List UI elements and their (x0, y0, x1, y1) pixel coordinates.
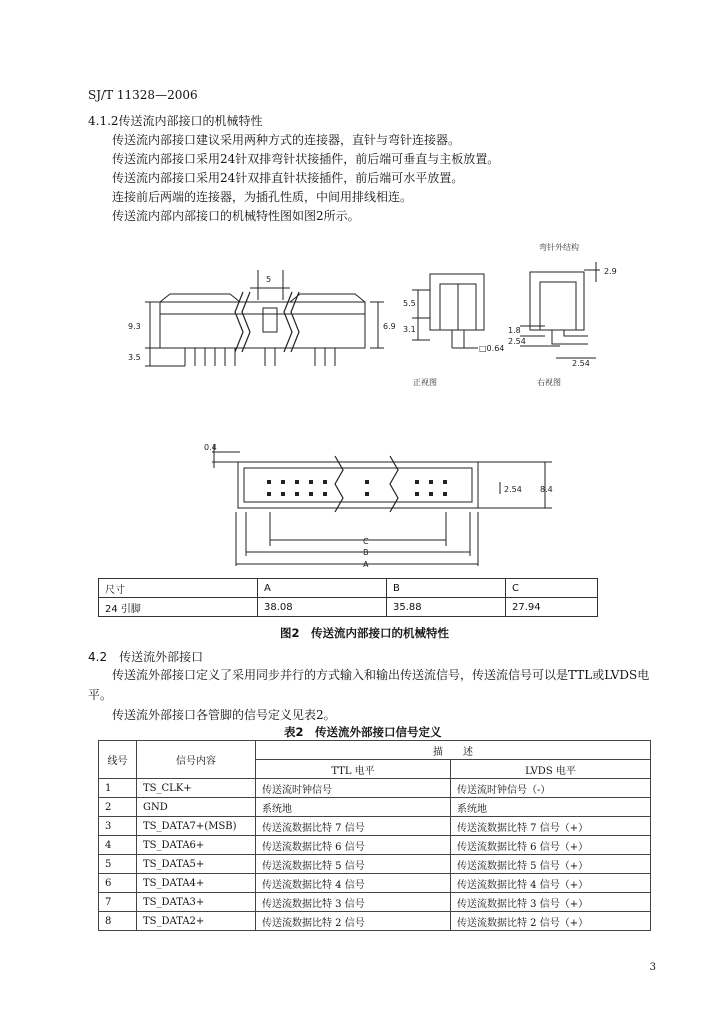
paragraph-line: 传送流内部接口采用24针双排弯针状接插件，前后端可垂直与主板放置。 (112, 152, 500, 166)
table-cell: 传送流数据比特 5 信号 (256, 855, 451, 874)
side-view-label: 右视图 (537, 378, 561, 387)
table-row (99, 855, 651, 874)
dim-label: 3.1 (403, 325, 416, 334)
dim-label: 9.3 (128, 322, 141, 331)
table-cell: 5 (99, 855, 137, 874)
dimension-table (98, 578, 598, 617)
paragraph-line: 传送流内部内部接口的机械特性图如图2所示。 (112, 209, 360, 223)
table-cell: 传送流数据比特 2 信号（+） (451, 912, 651, 931)
table-cell: 2 (99, 798, 137, 817)
table-cell: TS_DATA6+ (137, 836, 256, 855)
table-row (99, 817, 651, 836)
dim-label: □0.64 (479, 344, 505, 353)
table-header-cell: 线号 (99, 741, 137, 779)
figure-caption: 图2 传送流内部接口的机械特性 (280, 626, 449, 640)
dim-label: 2.9 (604, 267, 617, 276)
table-cell: 35.88 (387, 598, 506, 617)
table-cell: 系统地 (256, 798, 451, 817)
table-row (99, 779, 651, 798)
front-view-label: 正视图 (413, 378, 437, 387)
table-row (99, 741, 651, 760)
table-cell: GND (137, 798, 256, 817)
table-caption: 表2 传送流外部接口信号定义 (284, 725, 442, 739)
table-cell: TS_DATA5+ (137, 855, 256, 874)
table-cell: 传送流数据比特 4 信号（+） (451, 874, 651, 893)
dim-label: 2.54 (508, 337, 526, 346)
table-cell: 传送流数据比特 5 信号（+） (451, 855, 651, 874)
table-cell: TS_DATA3+ (137, 893, 256, 912)
table-cell: 传送流数据比特 7 信号（+） (451, 817, 651, 836)
dim-label: 3.5 (128, 353, 141, 362)
table-cell: 传送流数据比特 3 信号（+） (451, 893, 651, 912)
section-heading-4-1-2: 4.1.2传送流内部接口的机械特性 (88, 114, 263, 128)
dim-label: 6.9 (383, 322, 396, 331)
table-cell: 8 (99, 912, 137, 931)
table-cell: 传送流数据比特 3 信号 (256, 893, 451, 912)
dim-label: 5 (266, 275, 272, 284)
table-row (99, 912, 651, 931)
table-cell: TS_CLK+ (137, 779, 256, 798)
side-top-label: 弯针外结构 (539, 243, 579, 252)
table-header-cell: LVDS 电平 (451, 760, 651, 779)
table-cell: 6 (99, 874, 137, 893)
table-cell: 27.94 (506, 598, 598, 617)
table-cell: 传送流时钟信号（-） (451, 779, 651, 798)
table-cell: 传送流数据比特 6 信号 (256, 836, 451, 855)
page-number: 3 (649, 962, 656, 973)
table-cell: 24 引脚 (99, 598, 258, 617)
top-view-body (238, 462, 478, 508)
table-header-cell: C (506, 579, 598, 598)
dim-label: 2.54 (572, 359, 590, 368)
dim-label: 1.8 (508, 326, 521, 335)
paragraph-line: 传送流内部接口采用24针双排直针状接插件，前后端可水平放置。 (112, 171, 464, 185)
table-cell: 7 (99, 893, 137, 912)
table-cell: TS_DATA7+(MSB) (137, 817, 256, 836)
table-header-cell: 描 述 (256, 741, 651, 760)
table-header-cell: TTL 电平 (256, 760, 451, 779)
table-header-cell: B (387, 579, 506, 598)
dim-label: 2.54 (504, 485, 522, 494)
table-cell: 传送流时钟信号 (256, 779, 451, 798)
dim-label: 8.4 (540, 485, 553, 494)
table-row (99, 798, 651, 817)
table-cell: 传送流数据比特 7 信号 (256, 817, 451, 836)
table-row (99, 579, 598, 598)
dim-label: C (363, 537, 369, 546)
table-cell: 3 (99, 817, 137, 836)
connector-mechanical-drawing (0, 230, 724, 575)
table-cell: 1 (99, 779, 137, 798)
paragraph-line: 连接前后两端的连接器，为插孔性质，中间用排线相连。 (112, 190, 413, 204)
table-row (99, 893, 651, 912)
dim-label: 5.5 (403, 299, 416, 308)
table-header-cell: 信号内容 (137, 741, 256, 779)
table-cell: 传送流数据比特 4 信号 (256, 874, 451, 893)
table-cell: 传送流数据比特 6 信号（+） (451, 836, 651, 855)
table-row (99, 598, 598, 617)
table-cell: 38.08 (258, 598, 387, 617)
paragraph-line: 传送流外部接口各管脚的信号定义见表2。 (112, 708, 336, 722)
table-cell: 系统地 (451, 798, 651, 817)
signal-definition-table (98, 740, 651, 931)
table-row (99, 874, 651, 893)
table-cell: TS_DATA2+ (137, 912, 256, 931)
table-header-cell: A (258, 579, 387, 598)
table-cell: TS_DATA4+ (137, 874, 256, 893)
table-header-cell: 尺寸 (99, 579, 258, 598)
section-heading-4-2: 4.2 传送流外部接口 (88, 650, 204, 664)
table-row (99, 836, 651, 855)
dim-label: 0.4 (204, 443, 217, 452)
dim-label: B (363, 548, 369, 557)
dim-label: A (363, 560, 369, 569)
paragraph-line: 传送流内部接口建议采用两种方式的连接器，直针与弯针连接器。 (112, 133, 461, 147)
paragraph: 传送流外部接口定义了采用同步并行的方式输入和输出传送流信号，传送流信号可以是TTL或LVDS电平。 (88, 668, 650, 702)
table-cell: 传送流数据比特 2 信号 (256, 912, 451, 931)
table-cell: 4 (99, 836, 137, 855)
document-header: SJ/T 11328—2006 (88, 88, 198, 102)
